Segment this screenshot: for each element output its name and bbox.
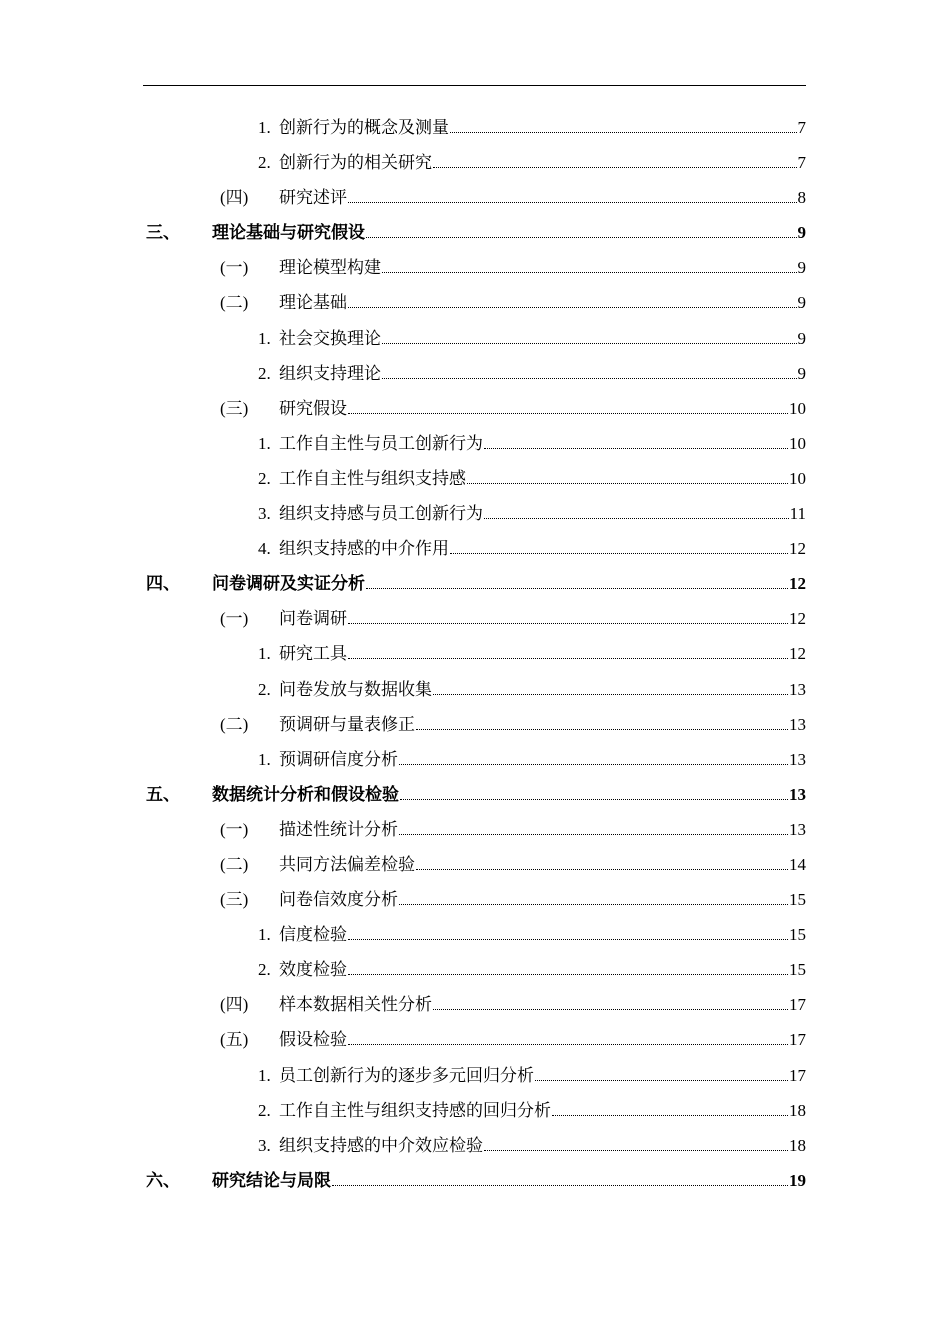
toc-entry-line — [279, 952, 806, 987]
toc-entry-line — [212, 215, 806, 250]
toc-entry-line — [279, 285, 806, 320]
toc-entry-title: 问卷信效度分析 — [279, 890, 398, 910]
toc-entry-number: 3. — [258, 504, 271, 524]
toc-entry[interactable] — [0, 215, 950, 250]
toc-entry-number: 五、 — [146, 784, 180, 804]
toc-entry[interactable] — [0, 777, 950, 812]
toc-entry-number: 1. — [258, 749, 271, 769]
toc-entry-line — [279, 461, 806, 496]
toc-entry-number: 2. — [258, 363, 271, 383]
dot-leader — [416, 869, 788, 870]
dot-leader — [332, 1185, 788, 1186]
toc-entry-page-number: 14 — [789, 854, 806, 874]
toc-entry-number: 六、 — [146, 1170, 180, 1190]
toc-entry-title: 问卷发放与数据收集 — [279, 679, 432, 699]
toc-entry-title: 预调研与量表修正 — [279, 714, 415, 734]
dot-leader — [399, 834, 788, 835]
toc-entry-line — [279, 321, 806, 356]
toc-entry[interactable] — [0, 426, 950, 461]
toc-entry-page-number: 12 — [789, 539, 806, 559]
toc-entry-title: 样本数据相关性分析 — [279, 995, 432, 1015]
toc-entry-number: 2. — [258, 468, 271, 488]
toc-entry[interactable] — [0, 601, 950, 636]
dot-leader — [467, 483, 788, 484]
toc-entry-page-number: 8 — [797, 188, 806, 208]
toc-entry-title: 假设检验 — [279, 1030, 347, 1050]
toc-entry-title: 工作自主性与组织支持感的回归分析 — [279, 1100, 551, 1120]
dot-leader — [348, 939, 788, 940]
dot-leader — [484, 518, 789, 519]
toc-entry-line — [279, 531, 806, 566]
toc-entry-title: 研究述评 — [279, 188, 347, 208]
toc-entry-page-number: 18 — [789, 1135, 806, 1155]
toc-entry[interactable] — [0, 1163, 950, 1198]
toc-entry-line — [279, 180, 806, 215]
toc-entry-line — [279, 1093, 806, 1128]
toc-entry-page-number: 15 — [789, 925, 806, 945]
toc-entry[interactable] — [0, 356, 950, 391]
toc-entry-number: 3. — [258, 1135, 271, 1155]
toc-entry-number: (四) — [220, 995, 249, 1015]
toc-entry-number: 1. — [258, 1065, 271, 1085]
toc-entry-title: 研究结论与局限 — [212, 1170, 331, 1190]
toc-entry-line — [279, 742, 806, 777]
toc-entry-page-number: 11 — [789, 504, 806, 524]
toc-entry[interactable] — [0, 742, 950, 777]
toc-entry-page-number: 17 — [789, 995, 806, 1015]
dot-leader — [348, 413, 788, 414]
toc-entry-line — [279, 882, 806, 917]
toc-entry-title: 研究工具 — [279, 644, 347, 664]
toc-entry-page-number: 9 — [797, 328, 806, 348]
dot-leader — [433, 1009, 788, 1010]
dot-leader — [366, 237, 797, 238]
toc-entry-title: 问卷调研 — [279, 609, 347, 629]
toc-entry[interactable] — [0, 391, 950, 426]
dot-leader — [484, 1150, 788, 1151]
toc-entry-page-number: 7 — [797, 118, 806, 137]
toc-entry-title: 工作自主性与组织支持感 — [279, 468, 466, 488]
toc-entry-line — [279, 812, 806, 847]
toc-entry-page-number: 18 — [789, 1100, 806, 1120]
header-rule — [143, 85, 806, 86]
toc-entry-number: 三、 — [146, 223, 180, 243]
toc-entry-page-number: 15 — [789, 960, 806, 980]
toc-entry[interactable] — [0, 987, 950, 1022]
toc-entry-line — [279, 601, 806, 636]
toc-entry-title: 描述性统计分析 — [279, 819, 398, 839]
dot-leader — [348, 202, 797, 203]
toc-entry-page-number: 17 — [789, 1065, 806, 1085]
toc-entry-number: 1. — [258, 118, 271, 137]
toc-entry-line — [212, 777, 806, 812]
toc-entry-title: 研究假设 — [279, 398, 347, 418]
toc-entry-number: (二) — [220, 714, 249, 734]
toc-entry[interactable] — [0, 952, 950, 987]
dot-leader — [433, 694, 788, 695]
toc-entry-line — [279, 707, 806, 742]
toc-entry-page-number: 9 — [797, 293, 806, 313]
dot-leader — [382, 378, 797, 379]
toc-entry-line — [279, 496, 806, 531]
toc-entry-line — [279, 145, 806, 180]
toc-entry-page-number: 17 — [789, 1030, 806, 1050]
toc-entry-number: (一) — [220, 609, 249, 629]
toc-entry-title: 工作自主性与员工创新行为 — [279, 433, 483, 453]
toc-entry-line — [279, 847, 806, 882]
dot-leader — [399, 904, 788, 905]
toc-entry-title: 创新行为的相关研究 — [279, 153, 432, 173]
toc-entry-line — [279, 672, 806, 707]
toc-entry[interactable] — [0, 1093, 950, 1128]
toc-entry-line — [279, 426, 806, 461]
toc-entry-line — [279, 250, 806, 285]
toc-entry-page-number: 10 — [789, 398, 806, 418]
toc-entry[interactable] — [0, 180, 950, 215]
toc-entry-page-number: 13 — [789, 749, 806, 769]
toc-entry-title: 共同方法偏差检验 — [279, 854, 415, 874]
toc-entry-page-number: 9 — [797, 223, 806, 243]
toc-entry-number: 四、 — [146, 574, 180, 594]
dot-leader — [348, 658, 788, 659]
toc-entry-number: 1. — [258, 925, 271, 945]
toc-entry-title: 员工创新行为的逐步多元回归分析 — [279, 1065, 534, 1085]
toc-entry-title: 问卷调研及实证分析 — [212, 574, 365, 594]
toc-entry-page-number: 13 — [789, 784, 806, 804]
toc-entry[interactable] — [0, 917, 950, 952]
toc-entry-page-number: 10 — [789, 433, 806, 453]
toc-entry-number: 2. — [258, 153, 271, 173]
toc-entry[interactable] — [0, 110, 950, 145]
toc-entry-number: 1. — [258, 433, 271, 453]
toc-entry-line — [212, 1163, 806, 1198]
dot-leader — [399, 764, 788, 765]
dot-leader — [382, 343, 797, 344]
toc-entry[interactable] — [0, 1022, 950, 1057]
toc-entry-number: 2. — [258, 679, 271, 699]
table-of-contents — [0, 110, 950, 1198]
toc-entry-number: 4. — [258, 539, 271, 559]
toc-entry-page-number: 13 — [789, 679, 806, 699]
toc-entry[interactable] — [0, 882, 950, 917]
dot-leader — [366, 588, 788, 589]
toc-entry-number: (五) — [220, 1030, 249, 1050]
toc-entry-line — [279, 636, 806, 671]
toc-entry-line — [279, 391, 806, 426]
toc-entry[interactable] — [0, 847, 950, 882]
toc-entry-number: 2. — [258, 1100, 271, 1120]
toc-entry-line — [279, 110, 806, 145]
toc-entry-number: (二) — [220, 854, 249, 874]
dot-leader — [433, 167, 797, 168]
toc-entry-title: 组织支持感与员工创新行为 — [279, 504, 483, 524]
dot-leader — [484, 448, 788, 449]
toc-entry-number: (一) — [220, 258, 249, 278]
toc-entry-page-number: 10 — [789, 468, 806, 488]
toc-entry-title: 组织支持感的中介作用 — [279, 539, 449, 559]
toc-entry[interactable] — [0, 461, 950, 496]
toc-entry-title: 数据统计分析和假设检验 — [212, 784, 399, 804]
toc-entry-page-number: 19 — [789, 1170, 806, 1190]
toc-entry-line — [279, 987, 806, 1022]
toc-entry-title: 预调研信度分析 — [279, 749, 398, 769]
toc-entry[interactable] — [0, 707, 950, 742]
toc-entry-number: 1. — [258, 328, 271, 348]
toc-entry-page-number: 13 — [789, 819, 806, 839]
toc-entry[interactable] — [0, 496, 950, 531]
toc-entry[interactable] — [0, 285, 950, 320]
toc-entry-line — [279, 917, 806, 952]
toc-entry-page-number: 12 — [789, 609, 806, 629]
toc-entry-page-number: 12 — [789, 574, 806, 594]
toc-entry[interactable] — [0, 1058, 950, 1093]
dot-leader — [382, 272, 797, 273]
toc-entry[interactable] — [0, 812, 950, 847]
toc-entry-line — [279, 1058, 806, 1093]
toc-entry[interactable] — [0, 636, 950, 671]
dot-leader — [552, 1115, 788, 1116]
toc-entry-title: 理论基础 — [279, 293, 347, 313]
dot-leader — [450, 132, 797, 133]
dot-leader — [535, 1080, 788, 1081]
toc-entry[interactable] — [0, 1128, 950, 1163]
dot-leader — [348, 1044, 788, 1045]
toc-entry[interactable] — [0, 531, 950, 566]
toc-entry[interactable] — [0, 145, 950, 180]
dot-leader — [416, 729, 788, 730]
toc-entry-number: (二) — [220, 293, 249, 313]
toc-entry-number: (三) — [220, 398, 249, 418]
toc-entry-number: 1. — [258, 644, 271, 664]
toc-entry-page-number: 13 — [789, 714, 806, 734]
toc-entry-page-number: 9 — [797, 363, 806, 383]
toc-entry[interactable] — [0, 672, 950, 707]
toc-entry[interactable] — [0, 321, 950, 356]
toc-entry-page-number: 15 — [789, 890, 806, 910]
toc-entry-number: 2. — [258, 960, 271, 980]
toc-entry-line — [279, 1128, 806, 1163]
dot-leader — [348, 974, 788, 975]
toc-entry-line — [279, 356, 806, 391]
toc-entry-line — [279, 1022, 806, 1057]
toc-entry-title: 组织支持理论 — [279, 363, 381, 383]
dot-leader — [450, 553, 788, 554]
toc-entry-title: 组织支持感的中介效应检验 — [279, 1135, 483, 1155]
toc-entry-number: (四) — [220, 188, 249, 208]
toc-entry[interactable] — [0, 566, 950, 601]
dot-leader — [348, 307, 797, 308]
dot-leader — [348, 623, 788, 624]
toc-entry[interactable] — [0, 250, 950, 285]
toc-entry-number: (三) — [220, 890, 249, 910]
toc-entry-title: 社会交换理论 — [279, 328, 381, 348]
toc-entry-page-number: 12 — [789, 644, 806, 664]
toc-entry-title: 理论模型构建 — [279, 258, 381, 278]
dot-leader — [400, 799, 788, 800]
toc-entry-title: 效度检验 — [279, 960, 347, 980]
toc-entry-title: 理论基础与研究假设 — [212, 223, 365, 243]
toc-entry-page-number: 7 — [797, 153, 806, 173]
toc-entry-number: (一) — [220, 819, 249, 839]
toc-entry-title: 创新行为的概念及测量 — [279, 118, 449, 137]
toc-entry-line — [212, 566, 806, 601]
toc-entry-page-number: 9 — [797, 258, 806, 278]
toc-entry-title: 信度检验 — [279, 925, 347, 945]
